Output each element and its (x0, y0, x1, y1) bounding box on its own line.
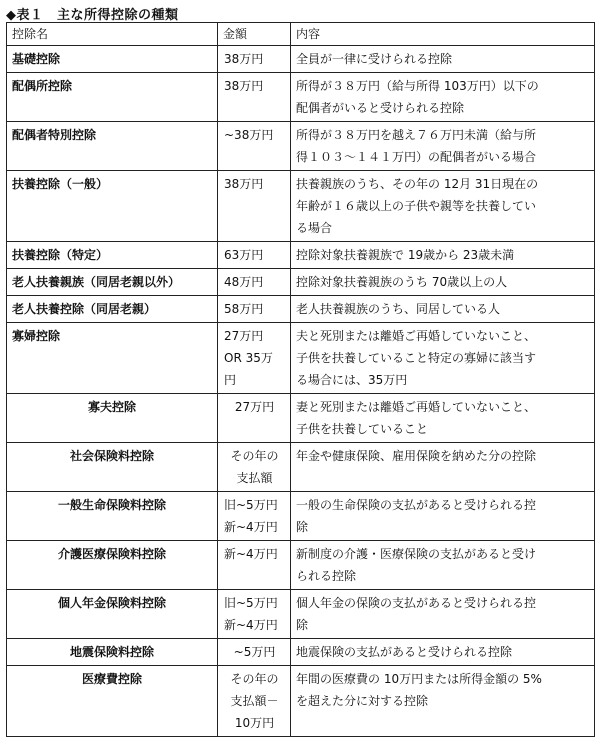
amount-line: 48万円 (224, 275, 264, 289)
deduction-amount (218, 443, 291, 492)
amount-line: ~5万円 (233, 645, 276, 659)
deduction-amount (218, 323, 291, 394)
deduction-content (291, 296, 595, 323)
table-row (7, 590, 595, 639)
amount-line: 旧~5万円 (224, 596, 278, 610)
amount-line: その年の (230, 672, 279, 686)
deduction-name: 基礎控除 (7, 46, 218, 73)
deduction-amount (218, 122, 291, 171)
amount-line: 旧~5万円 (224, 498, 278, 512)
deduction-name: 寡婦控除 (7, 323, 218, 394)
content-line: 年間の医療費の 10万円または所得金額の 5% (296, 672, 542, 686)
deduction-amount (218, 541, 291, 590)
content-line: 控除対象扶養親族で 19歳から 23歳未満 (296, 248, 515, 262)
deduction-amount (218, 666, 291, 737)
header-amount: 金額 (218, 23, 291, 46)
content-line: 配偶者がいると受けられる控除 (296, 101, 465, 115)
deduction-content (291, 323, 595, 394)
amount-line: 新~4万円 (224, 618, 278, 632)
content-line: 妻と死別または離婚ご再婚していないこと、 (296, 400, 537, 414)
amount-line: OR 35万 (224, 351, 273, 365)
deduction-amount (218, 73, 291, 122)
content-line: 新制度の介護・医療保険の支払があると受け (296, 547, 537, 561)
deduction-name: 社会保険料控除 (7, 443, 218, 492)
content-line: 年金や健康保険、雇用保険を納めた分の控除 (296, 449, 537, 463)
table-row (7, 323, 595, 394)
deduction-amount (218, 171, 291, 242)
content-line: る場合には、35万円 (296, 373, 408, 387)
deduction-amount (218, 46, 291, 73)
content-line: る場合 (296, 221, 333, 235)
content-line: 所得が３８万円（給与所得 103万円）以下の (296, 79, 539, 93)
table-title: ◆表１ 主な所得控除の種類 (6, 8, 179, 23)
deduction-content (291, 269, 595, 296)
deduction-name: 老人扶養親族（同居老親以外） (7, 269, 218, 296)
header-name: 控除名 (7, 23, 218, 46)
content-line: 所得が３８万円を越え７６万円未満（給与所 (296, 128, 537, 142)
amount-line: ~38万円 (224, 128, 274, 142)
content-line: 扶養親族のうち、その年の 12月 31日現在の (296, 177, 539, 191)
deduction-content (291, 242, 595, 269)
deduction-name: 扶養控除（一般） (7, 171, 218, 242)
content-line: られる控除 (296, 569, 357, 583)
content-line: 老人扶養親族のうち、同居している人 (296, 302, 501, 316)
deduction-amount (218, 394, 291, 443)
deduction-table (6, 22, 595, 737)
content-line: 子供を扶養していること (296, 422, 429, 436)
content-line: 全員が一律に受けられる控除 (296, 52, 453, 66)
deduction-name: 地震保険料控除 (7, 639, 218, 666)
amount-line: 27万円 (234, 400, 275, 414)
content-line: 除 (296, 618, 309, 632)
deduction-content (291, 590, 595, 639)
table-row (7, 171, 595, 242)
amount-line: 63万円 (224, 248, 264, 262)
table-row (7, 639, 595, 666)
deduction-content (291, 394, 595, 443)
amount-line: 支払額－ (230, 694, 279, 708)
content-line: 除 (296, 520, 309, 534)
deduction-name: 医療費控除 (7, 666, 218, 737)
deduction-content (291, 541, 595, 590)
amount-line: 58万円 (224, 302, 264, 316)
content-line: 個人年金の保険の支払があると受けられる控 (296, 596, 537, 610)
deduction-name: 扶養控除（特定） (7, 242, 218, 269)
deduction-name: 配偶所控除 (7, 73, 218, 122)
amount-line: 27万円 (224, 329, 264, 343)
deduction-amount (218, 590, 291, 639)
content-line: 得１０３～１４１万円）の配偶者がいる場合 (296, 150, 537, 164)
deduction-content (291, 639, 595, 666)
table-row (7, 73, 595, 122)
amount-line: 38万円 (224, 177, 264, 191)
deduction-name: 一般生命保険料控除 (7, 492, 218, 541)
table-row (7, 269, 595, 296)
content-line: 控除対象扶養親族のうち 70歳以上の人 (296, 275, 508, 289)
table-row (7, 46, 595, 73)
table-row (7, 541, 595, 590)
deduction-name: 介護医療保険料控除 (7, 541, 218, 590)
table-row (7, 122, 595, 171)
amount-line: 38万円 (224, 52, 264, 66)
amount-line: 10万円 (234, 716, 275, 730)
table-header-row (7, 23, 595, 46)
amount-line: その年の (230, 449, 279, 463)
content-line: 一般の生命保険の支払があると受けられる控 (296, 498, 537, 512)
content-line: 年齢が１６歳以上の子供や親等を扶養してい (296, 199, 537, 213)
table-row (7, 296, 595, 323)
amount-line: 新~4万円 (224, 547, 278, 561)
content-line: 子供を扶養していること特定の寡婦に該当す (296, 351, 537, 365)
deduction-amount (218, 242, 291, 269)
deduction-content (291, 492, 595, 541)
deduction-content (291, 73, 595, 122)
header-content: 内容 (291, 23, 595, 46)
deduction-content (291, 443, 595, 492)
content-line: を超えた分に対する控除 (296, 694, 429, 708)
amount-line: 38万円 (224, 79, 264, 93)
deduction-content (291, 46, 595, 73)
table-row (7, 492, 595, 541)
amount-line: 円 (224, 373, 237, 387)
amount-line: 支払額 (236, 471, 273, 485)
deduction-amount (218, 639, 291, 666)
table-row (7, 666, 595, 737)
deduction-amount (218, 269, 291, 296)
deduction-content (291, 171, 595, 242)
table-row (7, 242, 595, 269)
deduction-name: 寡夫控除 (7, 394, 218, 443)
content-line: 夫と死別または離婚ご再婚していないこと、 (296, 329, 537, 343)
table-row (7, 443, 595, 492)
amount-line: 新~4万円 (224, 520, 278, 534)
content-line: 地震保険の支払があると受けられる控除 (296, 645, 513, 659)
deduction-amount (218, 492, 291, 541)
deduction-name: 老人扶養控除（同居老親） (7, 296, 218, 323)
deduction-content (291, 122, 595, 171)
deduction-content (291, 666, 595, 737)
deduction-name: 配偶者特別控除 (7, 122, 218, 171)
deduction-amount (218, 296, 291, 323)
table-row (7, 394, 595, 443)
deduction-name: 個人年金保険料控除 (7, 590, 218, 639)
